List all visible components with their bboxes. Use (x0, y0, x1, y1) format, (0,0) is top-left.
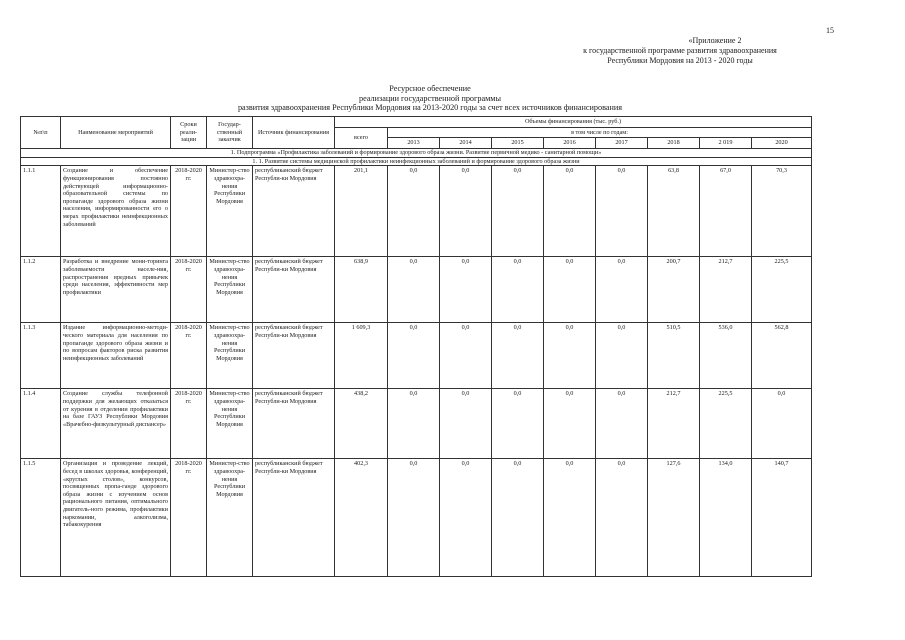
row-value: 510,5 (648, 323, 700, 389)
section-heading: 1. 1. Развитие системы медицинской профилактики неинфекционных заболеваний и формирование здорового образа жизни (21, 157, 812, 166)
row-term: 2018-2020 гг. (171, 323, 207, 389)
row-total: 1 609,3 (335, 323, 388, 389)
header-source: Источник финансирования (253, 117, 335, 149)
row-name: Создание и обеспечение функционирования постоянно действующей информационно-образовательной системы по пропаганде здорового образа жизни населения, информированности его о мерах профилактики неинфекционных заболеваний (61, 166, 171, 257)
row-source: республиканский бюджет Республи-ки Мордовия (253, 459, 335, 577)
row-source: республиканский бюджет Республи-ки Мордовия (253, 257, 335, 323)
document-title (150, 84, 710, 113)
header-num: №п\п (21, 117, 61, 149)
table-row (21, 166, 812, 257)
row-value: 67,0 (700, 166, 752, 257)
row-num: 1.1.3 (21, 323, 61, 389)
row-value: 562,8 (752, 323, 812, 389)
row-term: 2018-2020 гг. (171, 459, 207, 577)
row-num: 1.1.1 (21, 166, 61, 257)
row-value: 0,0 (596, 323, 648, 389)
row-value: 212,7 (648, 389, 700, 459)
header-year: 2 019 (700, 138, 752, 149)
header-year: 2020 (752, 138, 812, 149)
header-year: 2013 (388, 138, 440, 149)
row-value: 0,0 (440, 459, 492, 577)
annex-line-2: к государственной программе развития здравоохранения (583, 46, 777, 55)
row-term: 2018-2020 гг. (171, 389, 207, 459)
row-source: республиканский бюджет Республи-ки Мордовия (253, 323, 335, 389)
header-term: Сроки реали-зации (171, 117, 207, 149)
row-total: 638,9 (335, 257, 388, 323)
title-line-3: развития здравоохранения Республики Мордовия на 2013-2020 годы за счет всех источников финансирования (237, 103, 623, 113)
row-source: республиканский бюджет Республи-ки Мордовия (253, 389, 335, 459)
row-value: 0,0 (544, 166, 596, 257)
table-row (21, 323, 812, 389)
header-year: 2014 (440, 138, 492, 149)
row-value: 0,0 (388, 323, 440, 389)
row-executor: Министер-ство здравоохра-нения Республики Мордовия (207, 257, 253, 323)
row-executor: Министер-ство здравоохра-нения Республики Мордовия (207, 459, 253, 577)
row-value: 225,5 (752, 257, 812, 323)
row-value: 70,3 (752, 166, 812, 257)
row-value: 0,0 (752, 389, 812, 459)
row-value: 0,0 (388, 459, 440, 577)
annex-line-1: «Приложение 2 (688, 36, 742, 45)
annex-block (520, 36, 840, 66)
row-value: 0,0 (440, 166, 492, 257)
resource-table (20, 116, 812, 577)
row-value: 0,0 (544, 257, 596, 323)
row-value: 0,0 (492, 389, 544, 459)
row-value: 0,0 (492, 459, 544, 577)
page-number: 15 (826, 26, 834, 35)
row-name: Создание службы телефонной поддержки для желающих отказаться от курения в отделении профилактики на базе ГАУЗ Республики Мордовия «Врачебно-физкультурный диспансер» (61, 389, 171, 459)
header-year: 2015 (492, 138, 544, 149)
title-line-2: реализации государственной программы (359, 93, 501, 103)
header-incl: в том числе по годам: (388, 127, 812, 138)
row-term: 2018-2020 гг. (171, 166, 207, 257)
header-name: Наименование мероприятий (61, 117, 171, 149)
table-row (21, 459, 812, 577)
row-total: 201,1 (335, 166, 388, 257)
row-value: 0,0 (596, 166, 648, 257)
header-year: 2018 (648, 138, 700, 149)
row-term: 2018-2020 гг. (171, 257, 207, 323)
row-value: 140,7 (752, 459, 812, 577)
row-name: Организация и проведение лекций, бесед в школах здоровья, конференций, «круглых столов», конкурсов, посвященных пропа-ганде здорового образа жизни с изучением основ рационального питания, оптимального двигатель-ного режима, профилактики наркомании, алкоголизма, табакокурения (61, 459, 171, 577)
row-total: 402,3 (335, 459, 388, 577)
row-value: 0,0 (388, 389, 440, 459)
row-value: 212,7 (700, 257, 752, 323)
row-value: 0,0 (440, 323, 492, 389)
row-value: 0,0 (596, 459, 648, 577)
header-volume: Объемы финансирования (тыс. руб.) (335, 117, 812, 128)
row-executor: Министер-ство здравоохра-нения Республики Мордовия (207, 323, 253, 389)
row-value: 0,0 (596, 257, 648, 323)
row-value: 0,0 (440, 389, 492, 459)
row-value: 127,6 (648, 459, 700, 577)
row-name: Издание информационно-методи-ческого материала для населения по пропаганде здорового образа жизни и по вопросам факторов риска развития неинфекционных заболеваний (61, 323, 171, 389)
row-name: Разработка и внедрение мони-торинга заболеваемости населе-ния, распространения вредных привычек среди населения, эффективности мер профилактики (61, 257, 171, 323)
header-year: 2016 (544, 138, 596, 149)
table-row (21, 257, 812, 323)
table-row (21, 389, 812, 459)
row-value: 0,0 (440, 257, 492, 323)
subprogram-heading: 1. Подпрограмма «Профилактика заболеваний и формирование здорового образа жизни. Развитие первичной медико - санитарной помощи» (21, 149, 812, 158)
header-year: 2017 (596, 138, 648, 149)
row-value: 0,0 (544, 459, 596, 577)
row-value: 0,0 (492, 166, 544, 257)
row-value: 0,0 (596, 389, 648, 459)
row-value: 225,5 (700, 389, 752, 459)
row-value: 0,0 (492, 257, 544, 323)
row-num: 1.1.2 (21, 257, 61, 323)
row-value: 0,0 (544, 323, 596, 389)
annex-line-3: Республики Мордовия на 2013 - 2020 годы (607, 56, 753, 65)
row-executor: Министер-ство здравоохра-нения Республики Мордовия (207, 389, 253, 459)
row-value: 0,0 (388, 257, 440, 323)
row-total: 438,2 (335, 389, 388, 459)
row-value: 0,0 (544, 389, 596, 459)
row-value: 134,0 (700, 459, 752, 577)
row-value: 0,0 (492, 323, 544, 389)
row-value: 536,0 (700, 323, 752, 389)
row-value: 63,8 (648, 166, 700, 257)
row-value: 0,0 (388, 166, 440, 257)
title-line-1: Ресурсное обеспечение (389, 84, 471, 93)
row-num: 1.1.4 (21, 389, 61, 459)
row-source: республиканский бюджет Республи-ки Мордовия (253, 166, 335, 257)
row-num: 1.1.5 (21, 459, 61, 577)
header-total: всего (335, 127, 388, 149)
row-executor: Министер-ство здравоохра-нения Республики Мордовия (207, 166, 253, 257)
header-executor: Государ-ственный заказчик (207, 117, 253, 149)
row-value: 200,7 (648, 257, 700, 323)
